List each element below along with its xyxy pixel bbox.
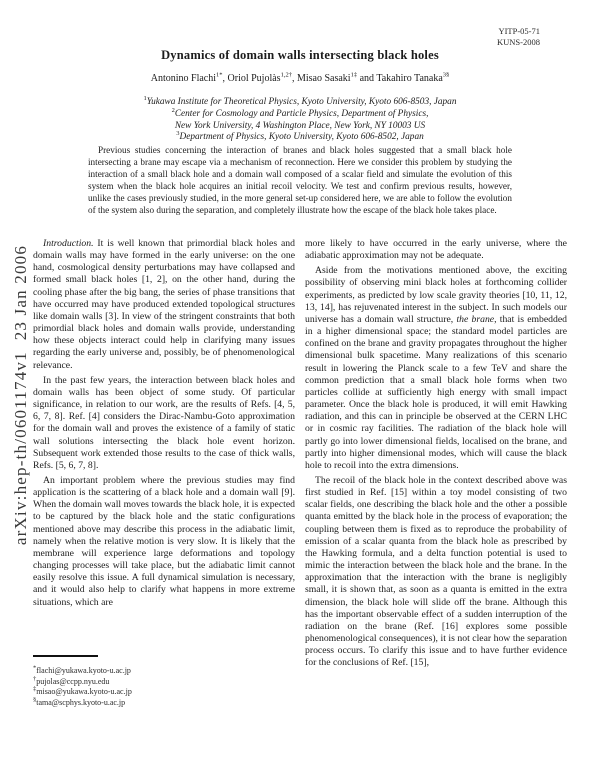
footnote-email: §tama@scphys.kyoto-u.ac.jp [33, 696, 126, 707]
affiliation-line: $^2$Center for Cosmology and Particle Physics, Department of Physics, [171, 106, 429, 119]
affiliation-line: New York University, 4 Washington Place, New York, NY 10003 US [174, 120, 426, 131]
paragraph: In the past few years, the interaction between black holes and domain walls has been object of some study. Of particular significance, in relation to our work, are the results of Refs. [4, 5, 6, 7, 8]. Ref. [4] considers the Dirac-Nambu-Goto approximation for the domain wall and proves the existence of a family of static wall solutions intersecting the black hole event horizon. Subsequent work extended those results to the case of thick walls, Refs. [5, 6, 7, 8]. [33, 374, 295, 471]
footnotes [33, 655, 295, 708]
footnote-rule [33, 655, 98, 657]
left-column [33, 238, 295, 653]
report-numbers [497, 26, 540, 47]
paper-title: Dynamics of domain walls intersecting black holes [161, 48, 439, 62]
paragraph-continuation: more likely to have occurred in the early universe, where the adiabatic approximation may not be adequate. [305, 238, 567, 262]
footnote-email: †pujolas@ccpp.nyu.edu [33, 674, 110, 686]
affiliation-line: $^3$Department of Physics, Kyoto University, Kyoto 606-8502, Japan [176, 130, 424, 143]
abstract: Previous studies concerning the interaction of branes and black holes suggested that a small black hole intersecting a brane may escape via a mechanism of reconnection. Here we consider this problem by studying the interaction of a small black hole and a domain wall composed of a scalar field and simulate the evolution of this system when the black hole acquires an initial recoil velocity. We test and confirm previous results, however, unlike the cases previously studied, in the more general set-up considered here, we are able to follow the evolution of the system also during the separation, and completely illustrate how the escape of the black hole takes place. [88, 145, 512, 216]
arxiv-watermark: arXiv:hep-th/0601174v1 23 Jan 2006 [11, 244, 30, 546]
report-number-yitp: YITP-05-71 [498, 26, 540, 36]
paragraph: The recoil of the black hole in the context described above was first studied in Ref. [15] within a toy model consisting of two scalar fields, one describing the black hole and the other a possible quanta emitted by the black hole in the process of evaporation; the coupling between them is fixed as to reproduce the probability of emission of a scalar quanta from the black hole as prescribed by the Hawking formula, and a delta function potential is used to mimic the interaction between the black hole and the brane. In the approximation that the interaction with the brane is negligibly small, it is shown that, as soon as a quanta is emitted in the extra dimension, the black hole will slide off the brane. Although this has the important observable effect of a sudden interruption of the radiation on the brane (Ref. [16] explores some possible phenomenological consequences), it is not clear how the separation process occurs. To clarify this issue and to have further evidence for the conclusions of Ref. [15], [305, 474, 567, 669]
paragraph: An important problem where the previous studies may find application is the scattering of a black hole and a domain wall [9]. When the domain wall moves towards the black hole, it is expected to be captured by the black hole and the static configurations mentioned above may describe this process in the adiabatic limit, namely when the relative motion is very slow. It is likely that the membrane will experience large deformations and topology changing processes will take place, but the adiabatic limit cannot easily resolve this issue. A full dynamical simulation is necessary, and it would also help to clarify what happens in more extreme situations, which are [33, 474, 295, 608]
author-line: Antonino Flachi$^{1*}$, Oriol Pujolàs$^{1,2\dagger}$, Misao Sasaki$^{1\ddagger}$ and Takahiro Tanaka$^{3\S}$ [150, 71, 450, 84]
footnote-email: *flachi@yukawa.kyoto-u.ac.jp [33, 664, 131, 675]
right-column [305, 238, 567, 716]
paragraph: Aside from the motivations mentioned above, the exciting possibility of observing mini black holes at forthcoming collider experiments, as predicted by low scale gravity theories [10, 11, 12, 13, 14], has rejuvenated interest in the subject. In such models our universe has a domain wall structure, the brane, that is embedded in a higher dimensional space; the standard model particles are confined on the brane and gravity propagates throughout the higher dimensional bulk spacetime. Many realizations of this scenario result in lowering the Planck scale to a few TeV and share the common prediction that a small black hole forms when two particles collide at sufficiently high energy with small impact parameter. Once the black hole is produced, it will emit Hawking radiation, and this can in principle be observed at the CERN LHC or in cosmic ray facilities. The radiation of the black hole will partly go into lower dimensional fields, localised on the brane, and partly into higher dimensional modes, which will cause the black hole to recoil into the extra dimensions. [305, 265, 567, 471]
affiliations [0, 94, 600, 144]
report-number-kuns: KUNS-2008 [497, 36, 540, 47]
footnote-email: ‡misao@yukawa.kyoto-u.ac.jp [33, 685, 132, 697]
affiliation-line: $^1$Yukawa Institute for Theoretical Physics, Kyoto University, Kyoto 606-8503, Japan [143, 94, 457, 107]
paragraph-introduction: Introduction. It is well known that primordial black holes and domain walls may have formed in the early universe: on the one hand, cosmological density perturbations may have collapsed and formed small black holes [1, 2], on the other hand, during the cooling phase after the big bang, the series of phase transitions that have occurred may have produced extended topological structures like domain walls [3]. In view of the stringent constraints that both primordial black holes and domain walls provide, understanding how these objects interact could help in clarifying many issues regarding the early universe and, possibly, be of phenomenological relevance. [33, 238, 295, 371]
